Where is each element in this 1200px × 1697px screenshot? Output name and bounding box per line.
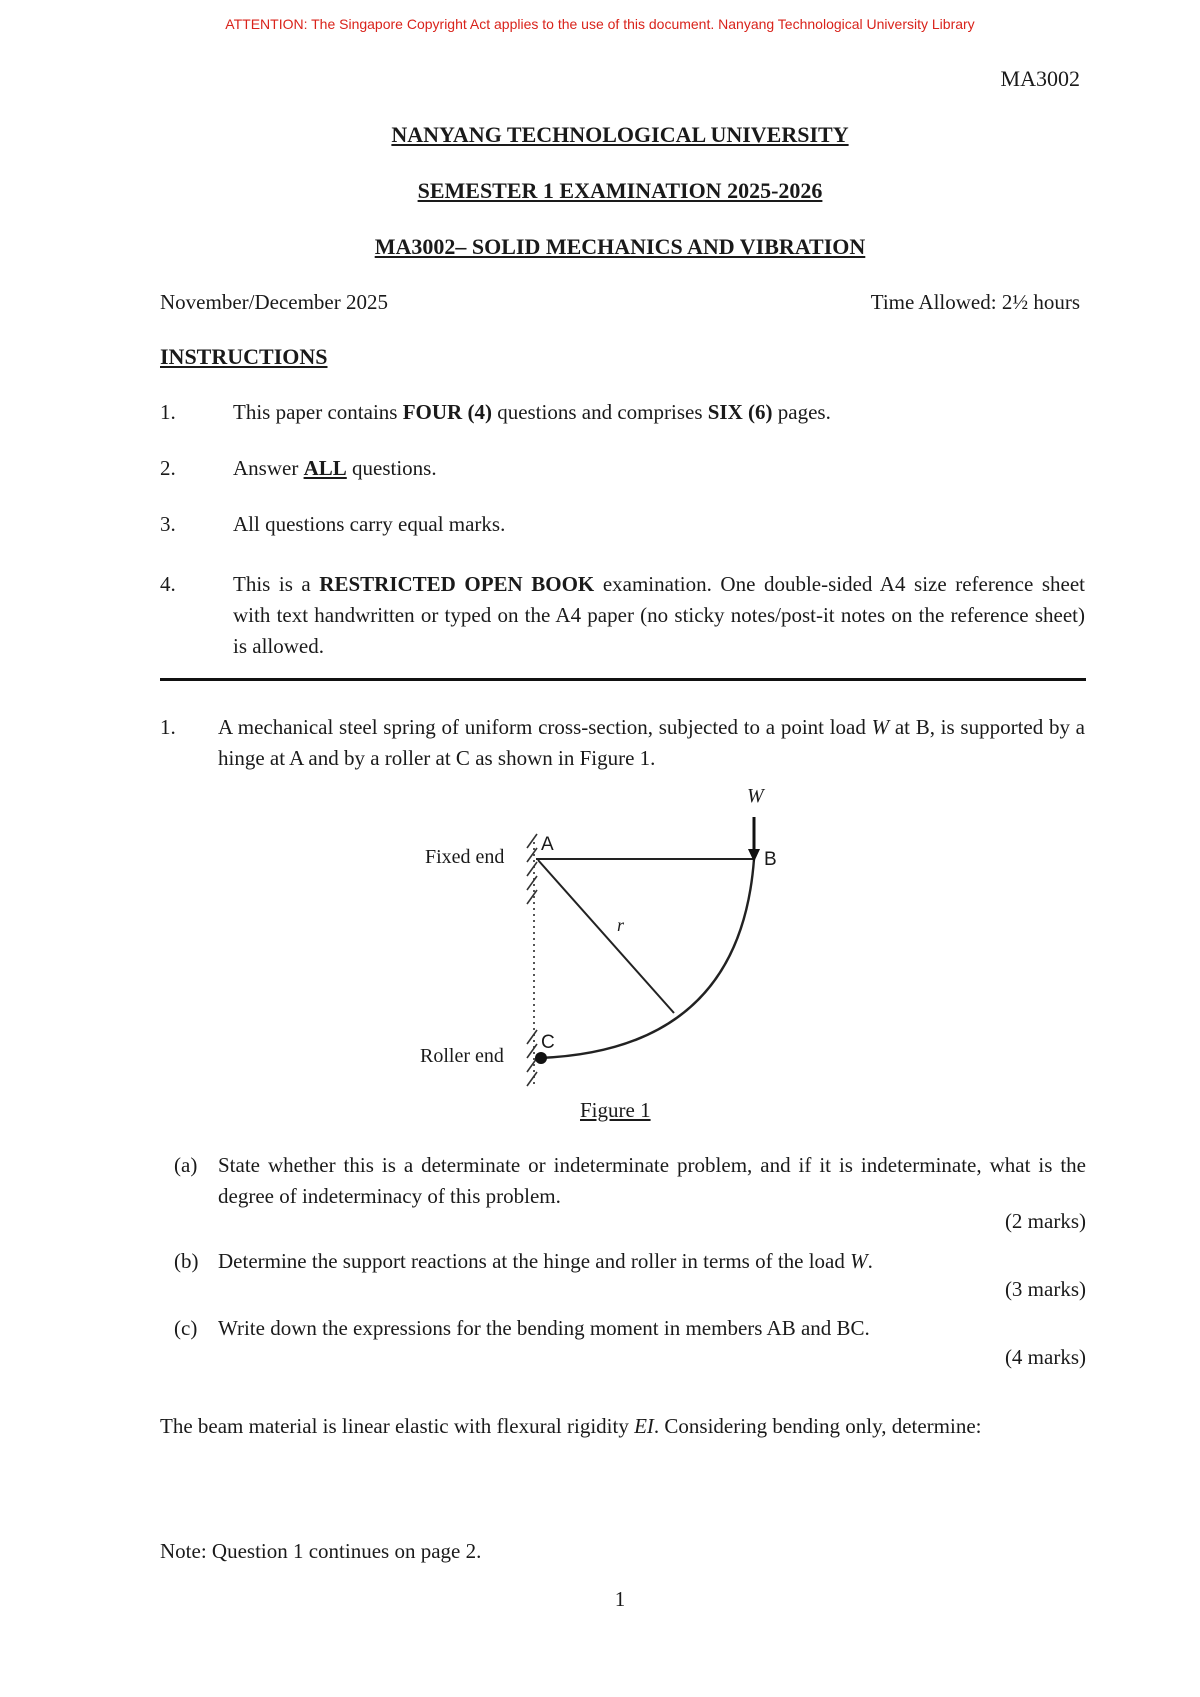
instruction-4: This is a RESTRICTED OPEN BOOK examination. One double-sided A4 size reference sheet with text handwritten or typed on the A4 paper (no sticky notes/post-it notes on the reference sheet) is allowed. [233, 572, 1085, 658]
fixed-end-label: Fixed end [425, 846, 505, 868]
course-code-header: MA3002 [1000, 66, 1080, 91]
course-title: MA3002– SOLID MECHANICS AND VIBRATION [374, 234, 866, 259]
material-statement: The beam material is linear elastic with flexural rigidity EI. Considering bending only, determine: [160, 1414, 982, 1438]
instruction-1: This paper contains FOUR (4) questions and comprises SIX (6) pages. [233, 400, 831, 424]
fixed-support-hatch [527, 834, 537, 904]
point-label-c: C [541, 1032, 555, 1053]
point-label-b: B [764, 849, 777, 870]
instruction-number: 3. [160, 512, 176, 536]
page-number: 1 [614, 1587, 626, 1611]
load-label-w: W [747, 785, 764, 807]
instruction-3: All questions carry equal marks. [233, 512, 506, 536]
part-label: (a) [174, 1153, 198, 1177]
exam-date: November/December 2025 [160, 290, 388, 314]
load-arrow-head [748, 849, 760, 862]
part-b-text: Determine the support reactions at the hinge and roller in terms of the load W. [218, 1249, 873, 1273]
point-label-a: A [541, 834, 554, 855]
instruction-2: Answer ALL questions. [233, 456, 437, 480]
part-label: (c) [174, 1316, 198, 1340]
radius-label-r: r [617, 915, 625, 935]
continuation-note: Note: Question 1 continues on page 2. [160, 1539, 482, 1563]
question-number: 1. [160, 715, 176, 739]
part-c-text: Write down the expressions for the bending moment in members AB and BC. [218, 1316, 870, 1340]
semester-title: SEMESTER 1 EXAMINATION 2025-2026 [417, 178, 823, 203]
part-b-marks: (3 marks) [1004, 1277, 1086, 1301]
roller-end-label: Roller end [420, 1045, 504, 1067]
copyright-notice: ATTENTION: The Singapore Copyright Act applies to the use of this document. Nanyang Technological University Library [225, 16, 975, 32]
instruction-number: 4. [160, 572, 176, 596]
part-a-marks: (2 marks) [1004, 1209, 1086, 1233]
time-allowed: Time Allowed: 2½ hours [870, 290, 1080, 314]
part-c-marks: (4 marks) [1004, 1345, 1086, 1369]
instructions-heading: INSTRUCTIONS [160, 344, 328, 369]
question-1-intro: A mechanical steel spring of uniform cross-section, subjected to a point load W at B, is supported by a hinge at A and by a roller at C as shown in Figure 1. [218, 715, 1085, 770]
part-a-text: State whether this is a determinate or indeterminate problem, and if it is indeterminate, what is the degree of indeterminacy of this problem. [218, 1153, 1086, 1208]
instruction-number: 2. [160, 456, 176, 480]
university-title: NANYANG TECHNOLOGICAL UNIVERSITY [391, 122, 849, 147]
figure-caption: Figure 1 [580, 1098, 651, 1122]
curved-member-bc [540, 859, 754, 1058]
part-label: (b) [174, 1249, 199, 1273]
radius-line [538, 860, 674, 1013]
instruction-number: 1. [160, 400, 176, 424]
